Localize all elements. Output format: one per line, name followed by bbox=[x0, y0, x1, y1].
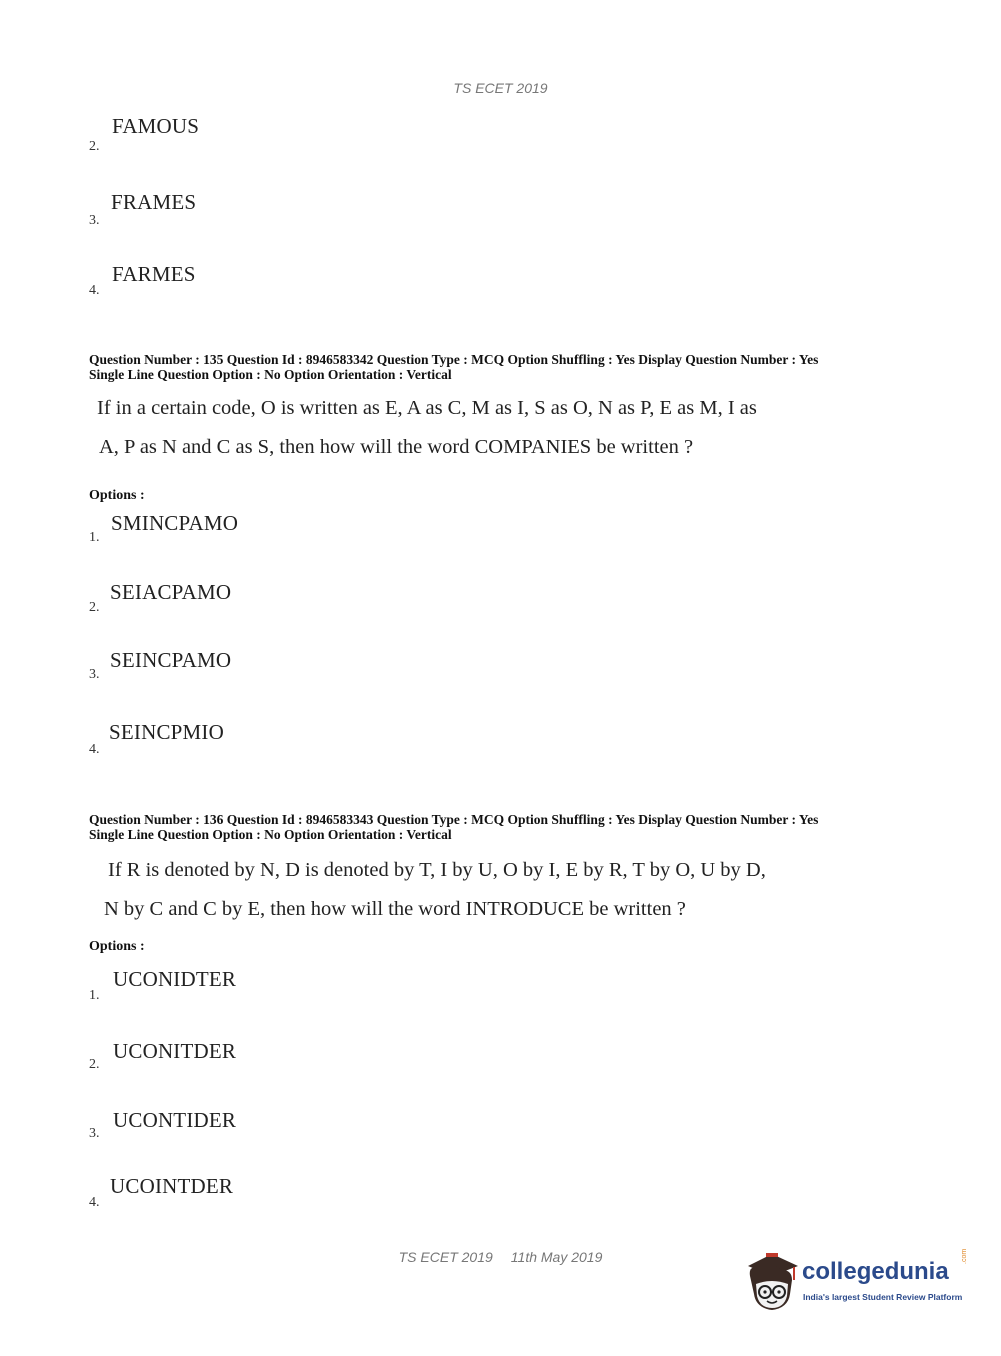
question-135-options-label: Options : bbox=[89, 488, 145, 503]
q135-option-number-3: 3. bbox=[89, 667, 100, 682]
question-135-meta-line-1: Question Number : 135 Question Id : 8946583342 Question Type : MCQ Option Shuffling : Yes Display Question Number : Yes bbox=[89, 352, 819, 367]
logo-tagline: India's largest Student Review Platform bbox=[803, 1292, 963, 1302]
logo-dotcom: .com bbox=[961, 1248, 968, 1264]
q136-option-text-4: UCOINTDER bbox=[110, 1174, 234, 1198]
q136-option-text-1: UCONIDTER bbox=[113, 967, 237, 991]
question-136-meta bbox=[89, 812, 909, 842]
prev-option-text-3: FRAMES bbox=[111, 190, 197, 214]
question-135-meta-line-2: Single Line Question Option : No Option Orientation : Vertical bbox=[89, 367, 452, 382]
prev-option-number-2: 2. bbox=[89, 139, 100, 154]
q135-option-number-4: 4. bbox=[89, 742, 100, 757]
prev-option-text-2: FAMOUS bbox=[112, 114, 200, 138]
q136-option-number-3: 3. bbox=[89, 1126, 100, 1141]
question-136-text-line-2: N by C and C by E, then how will the word INTRODUCE be written ? bbox=[104, 898, 686, 920]
page-header-title: TS ECET 2019 bbox=[453, 80, 548, 96]
question-135-text-line-1: If in a certain code, O is written as E, A as C, M as I, S as O, N as P, E as M, I as bbox=[97, 397, 757, 419]
q136-option-number-1: 1. bbox=[89, 988, 100, 1003]
q135-option-text-4: SEINCPMIO bbox=[109, 720, 224, 744]
q135-option-number-1: 1. bbox=[89, 530, 100, 545]
prev-option-text-4: FARMES bbox=[112, 262, 196, 286]
q136-option-number-2: 2. bbox=[89, 1057, 100, 1072]
q135-option-text-1: SMINCPAMO bbox=[111, 511, 239, 535]
question-136-options-label: Options : bbox=[89, 939, 145, 954]
q135-option-text-3: SEINCPAMO bbox=[110, 648, 232, 672]
prev-option-number-3: 3. bbox=[89, 213, 100, 228]
q135-option-number-2: 2. bbox=[89, 600, 100, 615]
question-136-meta-line-1: Question Number : 136 Question Id : 8946583343 Question Type : MCQ Option Shuffling : Yes Display Question Number : Yes bbox=[89, 812, 819, 827]
mascot-icon bbox=[742, 1250, 804, 1316]
collegedunia-logo bbox=[742, 1250, 972, 1320]
question-136-meta-line-2: Single Line Question Option : No Option Orientation : Vertical bbox=[89, 827, 452, 842]
footer-exam-name: TS ECET 2019 bbox=[398, 1249, 493, 1265]
question-135-meta bbox=[89, 352, 909, 382]
q136-option-text-3: UCONTIDER bbox=[113, 1108, 237, 1132]
logo-wordmark: collegedunia bbox=[802, 1258, 949, 1285]
prev-option-number-4: 4. bbox=[89, 283, 100, 298]
q136-option-text-2: UCONITDER bbox=[113, 1039, 237, 1063]
q135-option-text-2: SEIACPAMO bbox=[110, 580, 232, 604]
footer-exam-date: 11th May 2019 bbox=[510, 1249, 603, 1265]
question-136-text-line-1: If R is denoted by N, D is denoted by T, I by U, O by I, E by R, T by O, U by D, bbox=[108, 859, 766, 881]
question-135-text-line-2: A, P as N and C as S, then how will the word COMPANIES be written ? bbox=[99, 436, 694, 458]
q136-option-number-4: 4. bbox=[89, 1195, 100, 1210]
